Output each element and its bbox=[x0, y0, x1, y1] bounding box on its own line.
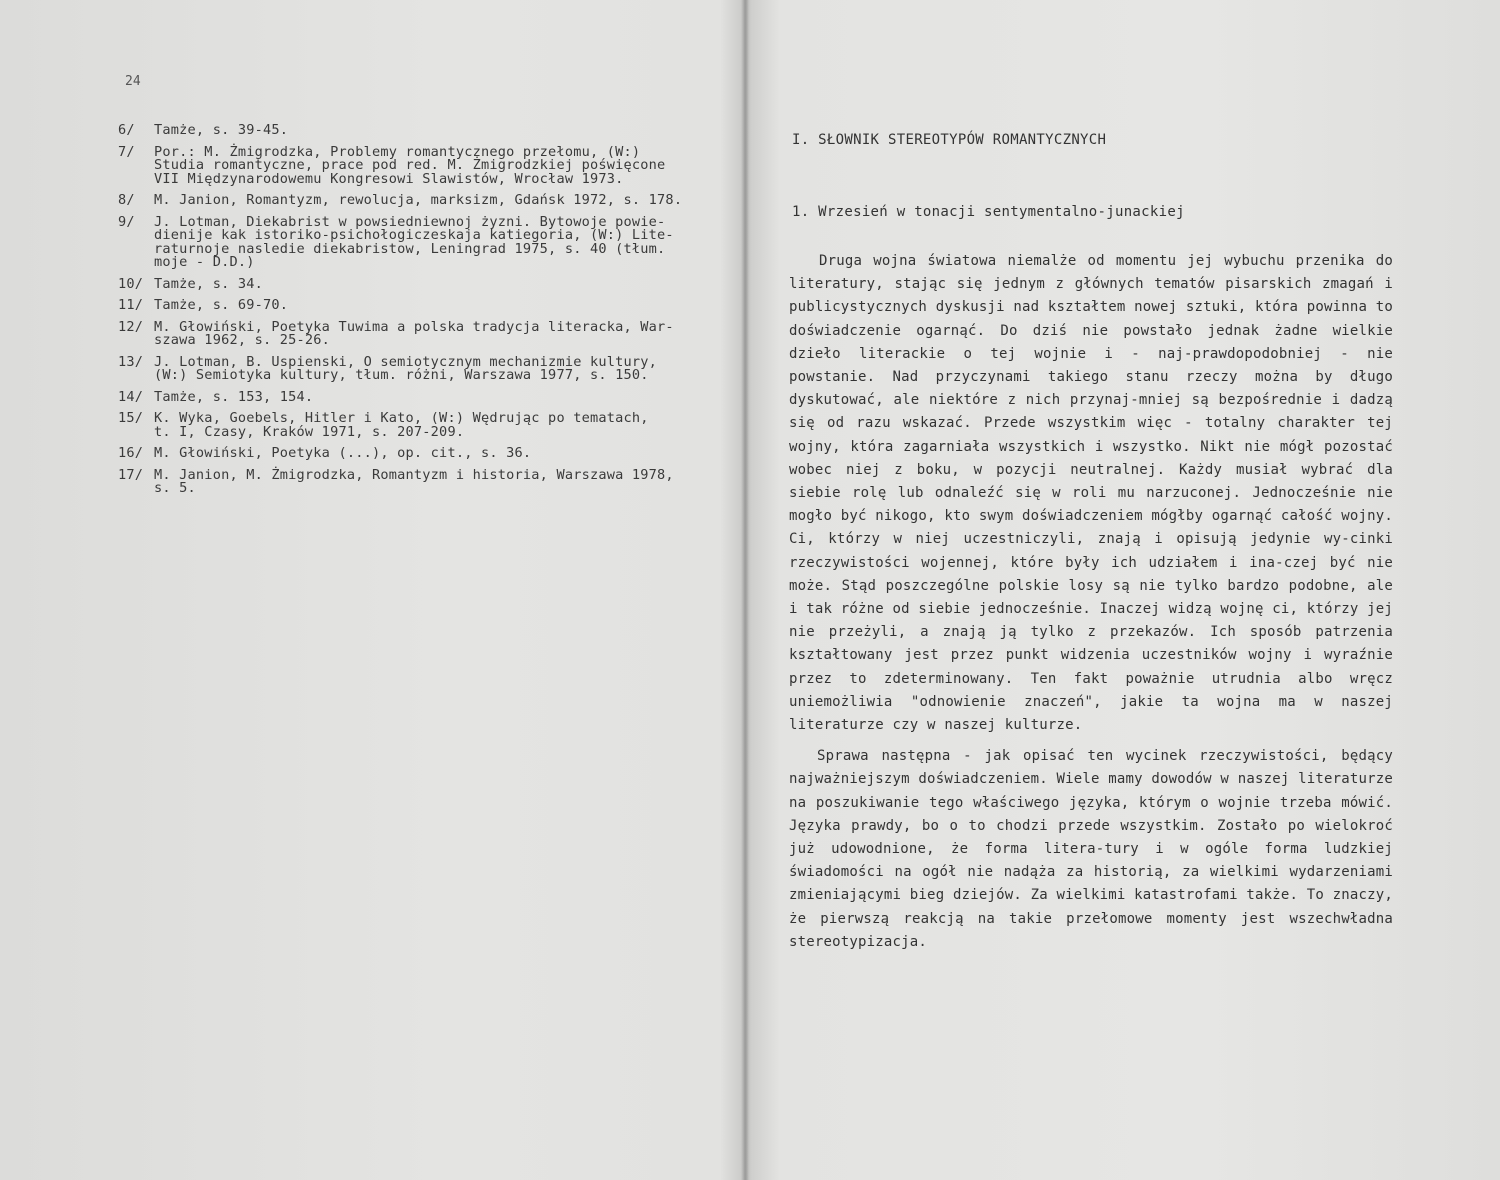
footnote-text: J. Lotman, Diekabrist w powsiedniewnoj żyzni. Bytowoje powie- dienije kak istoriko-psichołogiczeskaja katiegoria, (W:) Lite- raturnoje nasledie diekabristow, Leningrad 1975, s. 40 (tłum. moje - D.D.) bbox=[154, 213, 674, 270]
footnote-number: 6/ bbox=[118, 122, 135, 138]
footnote-text: M. Głowiński, Poetyka Tuwima a polska tradycja literacka, War- szawa 1962, s. 25-26. bbox=[154, 318, 674, 348]
footnote bbox=[118, 275, 743, 292]
section-title: 1. Wrzesień w tonacji sentymentalno-junackiej bbox=[792, 204, 1185, 220]
footnote-number: 17/ bbox=[118, 466, 144, 483]
paragraph: Druga wojna światowa niemalże od momentu jej wybuchu przenika do literatury, stając się jednym z głównych tematów pisarskich zmagań i publicystycznych dyskusji nad kształtem nowej sztuki, która powinna to doświadczenie ogarnąć. Do dziś nie powstało jednak żadne wielkie dzieło literackie o tej wojnie i - naj-prawdopodobniej - nie powstanie. Nad przyczynami takiego stanu rzeczy można by długo dyskutować, ale niektóre z nich przynaj-mniej są bezpośrednie i dadzą się od razu wskazać. Przede wszystkim więc - totalny charakter tej wojny, która zagarniała wszystkich i wszystko. Nikt nie mógł pozostać wobec niej z boku, w pozycji neutralnej. Każdy musiał wybrać dla siebie rolę lub odnaleźć się w roli mu narzuconej. Jednocześnie nie mogło być nikogo, kto swym doświadczeniem mógłby ogarnąć całość wojny. Ci, którzy w niej uczestniczyli, znają i opisują jedynie wy-cinki rzeczywistości wojennej, które były ich udziałem i ina-czej być nie może. Stąd poszczególne polskie losy są nie tylko bardzo podobne, ale i tak różne od siebie jednocześnie. Inaczej widzą wojnę ci, którzy jej nie przeżyli, a znają ją tylko z przekazów. Ich sposób patrzenia kształtowany jest przez punkt widzenia uczestników wojny i wyraźnie przez to zdeterminowany. Ten fakt poważnie utrudnia albo wręcz uniemożliwia "odnowienie znaczeń", jakie ta wojna ma w naszej literaturze czy w naszej kulturze. bbox=[789, 253, 1394, 734]
footnote-text: Tamże, s. 69-70. bbox=[154, 297, 289, 313]
footnote bbox=[118, 124, 743, 138]
footnote-number: 14/ bbox=[118, 388, 144, 405]
footnote-text: Tamże, s. 39-45. bbox=[154, 122, 289, 138]
footnote-number: 16/ bbox=[118, 445, 144, 461]
footnote-text: K. Wyka, Goebels, Hitler i Kato, (W:) Wędrując po tematach, t. I, Czasy, Kraków 1971, s. 207-209. bbox=[154, 410, 649, 440]
footnote bbox=[118, 466, 743, 496]
footnote bbox=[118, 143, 743, 187]
footnote bbox=[118, 388, 743, 405]
footnote-number: 10/ bbox=[118, 275, 144, 292]
footnote bbox=[118, 447, 743, 461]
footnote bbox=[118, 194, 743, 208]
footnote-text: M. Janion, M. Żmigrodzka, Romantyzm i historia, Warszawa 1978, s. 5. bbox=[154, 466, 674, 496]
footnote-text: M. Janion, Romantyzm, rewolucja, marksizm, Gdańsk 1972, s. 178. bbox=[154, 192, 683, 208]
footnote bbox=[118, 213, 743, 270]
footnote-number: 15/ bbox=[118, 410, 144, 426]
chapter-title: I. SŁOWNIK STEREOTYPÓW ROMANTYCZNYCH bbox=[792, 132, 1107, 148]
footnote-text: Tamże, s. 153, 154. bbox=[154, 388, 314, 405]
footnote bbox=[118, 299, 743, 313]
footnote-number: 9/ bbox=[118, 213, 135, 230]
paragraph: Sprawa następna - jak opisać ten wycinek rzeczywistości, będący najważniejszym doświadczeniem. Wiele mamy dowodów w naszej literaturze na poszukiwanie tego właściwego języka, którym o wojnie trzeba mówić. Języka prawdy, bo o to chodzi przede wszystkim. Zostało po wielokroć już udowodnione, że forma litera-tury i w ogóle forma ludzkiej świadomości na ogół nie nadąża za historią, za wielkimi wydarzeniami zmieniającymi bieg dziejów. Za wielkimi katastrofami także. To znaczy, że pierwszą reakcją na takie przełomowe momenty jest wszechwładna stereotypizacja. bbox=[789, 748, 1394, 950]
footnote bbox=[118, 353, 743, 383]
footnote-text: Tamże, s. 34. bbox=[154, 275, 263, 292]
footnote-number: 13/ bbox=[118, 353, 144, 370]
footnote-text: M. Głowiński, Poetyka (...), op. cit., s. 36. bbox=[154, 445, 532, 461]
footnote-number: 12/ bbox=[118, 318, 144, 335]
footnote-text: J. Lotman, B. Uspienski, O semiotycznym mechanizmie kultury, (W:) Semiotyka kultury, tłum. różni, Warszawa 1977, s. 150. bbox=[154, 353, 658, 383]
footnotes-list bbox=[118, 124, 743, 504]
footnote-number: 8/ bbox=[118, 192, 135, 208]
footnote-number: 11/ bbox=[118, 297, 144, 313]
footnote-number: 7/ bbox=[118, 143, 135, 160]
footnote-text: Por.: M. Żmigrodzka, Problemy romantycznego przełomu, (W:) Studia romantyczne, prace pod red. M. Żmigrodzkiej poświęcone VII Międzynarodowemu Kongresowi Slawistów, Wrocław 1973. bbox=[154, 143, 666, 187]
footnote bbox=[118, 318, 743, 348]
footnote bbox=[118, 412, 743, 439]
page-number: 24 bbox=[125, 74, 141, 89]
left-page bbox=[0, 0, 744, 1180]
body-text bbox=[789, 250, 1393, 962]
